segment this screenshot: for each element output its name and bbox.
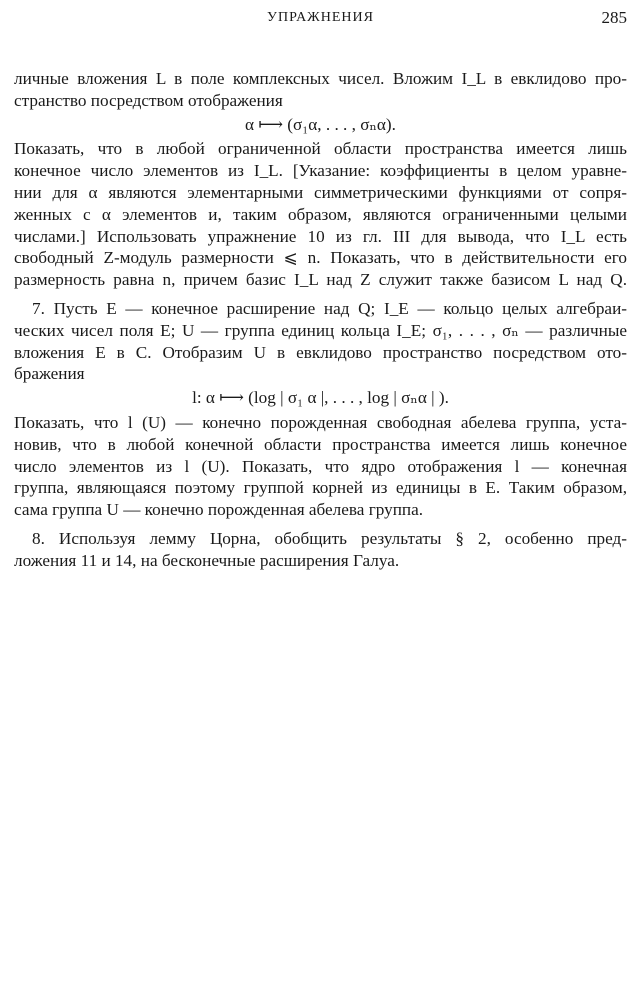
text-line: группа, являющаяся поэтому группой корней из единицы в E. Таким образом, xyxy=(14,478,627,498)
text-line: Показать, что в любой ограниченной области пространства имеется лишь xyxy=(14,139,627,159)
text-line: странство посредством отображения xyxy=(14,90,283,110)
book-page xyxy=(14,0,627,1000)
text-line: женных с α элементов и, таким образом, являются ограниченными целыми xyxy=(14,204,627,224)
text-line: вложения E в C. Отобразим U в евклидово пространство посредством ото- xyxy=(14,342,627,362)
running-head: УПРАЖНЕНИЯ xyxy=(267,10,374,25)
formula: l: α ⟼ (log | σ₁ α |, . . . , log | σₙα | ). xyxy=(192,388,449,408)
text-line: ложения 11 и 14, на бесконечные расширения Галуа. xyxy=(14,550,400,570)
text-line: личные вложения L в поле комплексных чисел. Вложим I_L в евклидово про- xyxy=(14,69,627,88)
text-line: числами.] Использовать упражнение 10 из гл. III для вывода, что I_L есть xyxy=(14,226,627,246)
text-line: свободный Z-модуль размерности ⩽ n. Показать, что в действительности его xyxy=(14,248,627,268)
page-header xyxy=(14,0,627,40)
paragraph-gap xyxy=(14,291,627,298)
text-line: сама группа U — конечно порожденная абелева группа. xyxy=(14,500,424,520)
text-line: конечное число элементов из I_L. [Указание: коэффициенты в целом уравне- xyxy=(14,161,627,181)
text-line: ческих чисел поля E; U — группа единиц кольца I_E; σ₁, . . . , σₙ — различные xyxy=(14,320,627,340)
text-line: бражения xyxy=(14,364,85,384)
text-line: новив, что в любой конечной области пространства имеется лишь конечное xyxy=(14,434,627,454)
page-body xyxy=(14,68,627,572)
text-line: число элементов из l (U). Показать, что ядро отображения l — конечная xyxy=(14,456,627,476)
formula: α ⟼ (σ₁α, . . . , σₙα). xyxy=(245,114,396,134)
text-line: нии для α являются элементарными симметрическими функциями от сопря- xyxy=(14,182,627,202)
text-line: размерность равна n, причем базис I_L над Z служит также базисом L над Q. xyxy=(14,270,627,290)
paragraph-gap xyxy=(14,521,627,528)
exercise-8-start: 8. Используя лемму Цорна, обобщить результаты § 2, особенно пред- xyxy=(32,528,627,548)
page-number: 285 xyxy=(601,8,627,27)
text-line: Показать, что l (U) — конечно порожденная свободная абелева группа, уста- xyxy=(14,412,627,432)
exercise-7-start: 7. Пусть E — конечное расширение над Q; I_E — кольцо целых алгебраи- xyxy=(32,298,627,318)
